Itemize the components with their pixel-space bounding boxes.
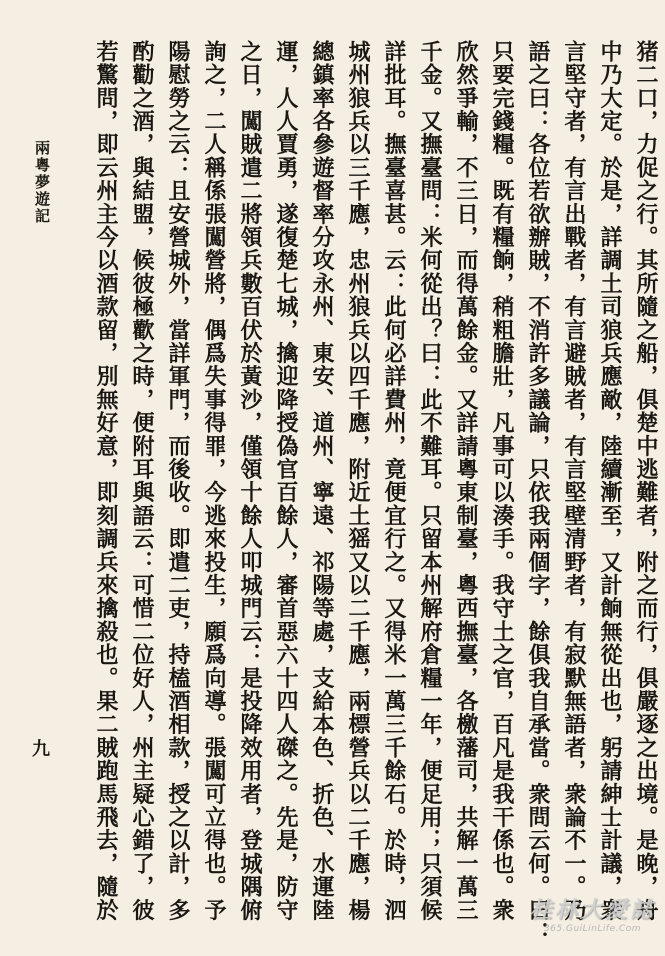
- page-number: 九: [32, 739, 50, 760]
- text-column: 猪二口，力促之行。其所隨之船，俱楚中逃難者，附之而行，俱嚴逐之出境。是晚，舟: [633, 40, 659, 922]
- text-column: 欣然爭輸，不三日，而得萬餘金。又詳請粵東制臺，粵西撫臺，各檄藩司，共解一萬三: [453, 40, 479, 922]
- text-column: 中乃大定。於是，詳調土司狼兵應敵，陸續漸至，又計餉無從出也，躬請紳士計議，衆: [597, 40, 623, 922]
- text-column: 城州狼兵以三千應，忠州狼兵以四千應，附近土猺又以二千應，兩標營兵以二千應，楊: [345, 40, 371, 922]
- watermark-logo: 桂林大愛誌: [529, 898, 655, 923]
- text-column: 運，人人賈勇，遂復楚七城，擒迎降授偽官百餘人，審首惡六十四人磔之。先是，防守: [273, 40, 299, 922]
- text-column: 酌勸之酒，與結盟，候彼極歡之時，便附耳與語云：可惜二位好人，州主疑心錯了，彼: [129, 40, 155, 922]
- text-column: 千金。又撫臺問：米何從出？曰：此不難耳。只留本州解府倉糧一年，便足用；只須候: [417, 40, 443, 922]
- text-column: 之日，闖賊遣二將領兵數百伏於黃沙，僅領十餘人叩城門云：是投降效用者，登城隅俯: [237, 40, 263, 922]
- running-header: 兩粵夢遊記: [33, 140, 51, 225]
- text-column: 詳批耳。撫臺喜甚。云：此何必詳費州，竟便宜行之。又得米一萬三千餘石。於時，泗: [381, 40, 407, 922]
- watermark: [530, 893, 655, 934]
- text-column: 若驚問，即云州主今以酒款留，別無好意，即刻調兵來擒殺也。果二賊跑馬飛去，隨於: [93, 40, 119, 922]
- watermark-url: 365.GuiLinLife.Com: [543, 924, 642, 934]
- text-column: 總鎮率各參遊督率分攻永州、東安、道州、寧遠、祁陽等處，支給本色、折色、水運陸: [309, 40, 335, 922]
- text-column: 陽慰勞之云：且安營城外，當詳軍門，而後收。即遣二吏，持榼酒相款，授之以計，多: [165, 40, 191, 922]
- text-column: 詢之，二人稱係張闖營將，偶爲失事得罪，今逃來投生，願爲向導。張闖可立得也。予: [201, 40, 227, 922]
- text-column: 只要完錢糧。既有糧餉，稍粗膽壯，凡事可以湊手。我守土之官，百凡是我干係也。衆: [489, 40, 515, 922]
- text-column: 語之曰：各位若欲辦賊，不消許多議論，只依我兩個字，餘俱我自承當。衆問云何。曰：: [525, 40, 551, 945]
- text-column: 言堅守者，有言出戰者，有言避賊者，有言堅壁清野者，有寂默無語者，衆論不一。乃: [561, 40, 587, 922]
